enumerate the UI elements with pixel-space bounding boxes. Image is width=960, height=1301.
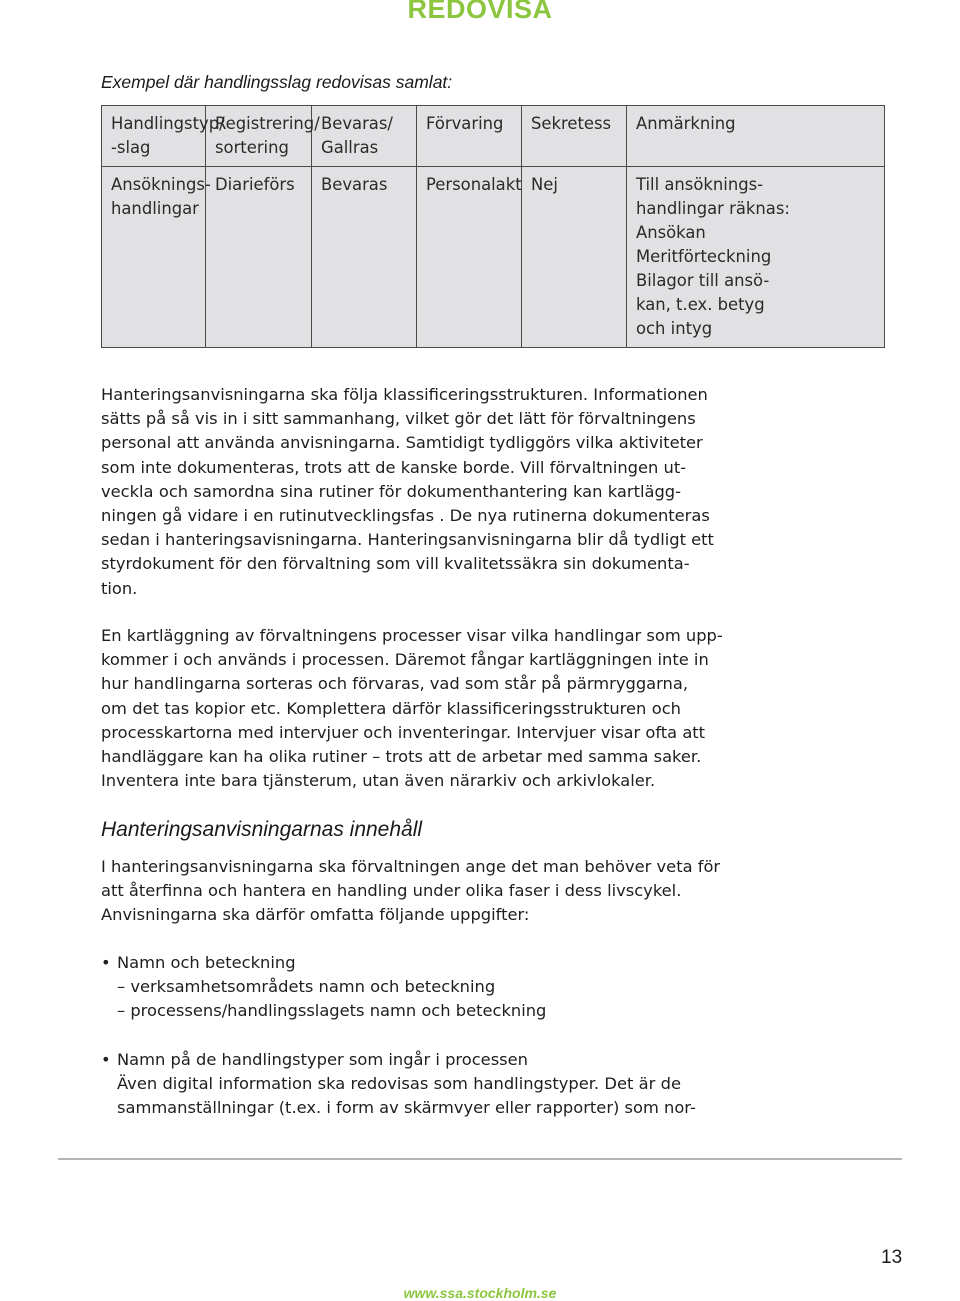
sub-item: – verksamhetsområdets namn och beteckning bbox=[117, 977, 496, 997]
table-header-cell bbox=[522, 106, 627, 167]
continuation-line: sammanställningar (t.ex. i form av skärmvyer eller rapporter) som nor- bbox=[117, 1098, 696, 1118]
cell-line: och intyg bbox=[636, 319, 713, 338]
text-line: kommer i och används i processen. Däremot fångar kartläggningen inte in bbox=[101, 650, 709, 670]
page-number: 13 bbox=[881, 1247, 903, 1268]
bullet-row bbox=[101, 1048, 691, 1072]
bullet-row bbox=[101, 951, 691, 975]
text-line: Inventera inte bara tjänsterum, utan även närarkiv och arkivlokaler. bbox=[101, 771, 656, 791]
cell-line: Sekretess bbox=[531, 114, 612, 133]
table-cell bbox=[102, 167, 211, 348]
table-row bbox=[102, 167, 885, 348]
cell-line: Nej bbox=[531, 175, 558, 194]
cell-line: handlingar räknas: bbox=[636, 199, 790, 218]
paragraph-mapping bbox=[101, 624, 723, 793]
bullet-icon: • bbox=[101, 1050, 111, 1069]
text-line: processkartorna med intervjuer och inventeringar. Intervjuer visar ofta att bbox=[101, 722, 706, 742]
table-header-cell bbox=[627, 106, 885, 167]
cell-line: -slag bbox=[111, 138, 151, 157]
cell-line: Förvaring bbox=[426, 114, 504, 133]
table-cell bbox=[206, 167, 312, 348]
cell-line: Ansökan bbox=[636, 223, 706, 242]
table-cell bbox=[522, 167, 627, 348]
text-line: sedan i hanteringsavisningarna. Hanteringsanvisningarna blir då tydligt ett bbox=[101, 530, 714, 550]
table-header-cell bbox=[102, 106, 225, 167]
text-line: En kartläggning av förvaltningens processer visar vilka handlingar som upp- bbox=[101, 626, 723, 645]
continuation-line: Även digital information ska redovisas som handlingstyper. Det är de bbox=[117, 1074, 681, 1094]
cell-line: Till ansöknings- bbox=[636, 175, 764, 194]
sub-item: – processens/handlingsslagets namn och beteckning bbox=[117, 1001, 547, 1021]
example-caption: Exempel där handlingsslag redovisas samlat: bbox=[101, 72, 453, 92]
table-header-cell bbox=[312, 106, 417, 167]
bullet-label: Namn på de handlingstyper som ingår i processen bbox=[117, 1050, 528, 1069]
text-line: personal att använda anvisningarna. Samtidigt tydliggörs vilka aktiviteter bbox=[101, 433, 703, 453]
text-line: ningen gå vidare i en rutinutvecklingsfas . De nya rutinerna dokumenteras bbox=[101, 506, 710, 526]
section-heading: Hanteringsanvisningarnas innehåll bbox=[101, 818, 423, 841]
cell-line: kan, t.ex. betyg bbox=[636, 295, 765, 314]
cell-line: Bevaras/ bbox=[321, 114, 393, 133]
text-line: handläggare kan ha olika rutiner – trots att de arbetar med samma saker. bbox=[101, 747, 702, 767]
table-cell-remark bbox=[627, 167, 885, 348]
bullet-icon: • bbox=[101, 953, 111, 972]
text-line: som inte dokumenteras, trots att de kanske borde. Vill förvaltningen ut- bbox=[101, 457, 687, 477]
page-header-title: REDOVISA bbox=[407, 0, 553, 24]
cell-line: Ansöknings- bbox=[111, 175, 211, 194]
cell-line: sortering bbox=[215, 138, 289, 157]
footer-divider bbox=[58, 1158, 902, 1160]
paragraph-contents bbox=[101, 855, 721, 928]
text-line: I hanteringsanvisningarna ska förvaltningen ange det man behöver veta för bbox=[101, 857, 721, 876]
cell-line: Bilagor till ansö- bbox=[636, 271, 770, 290]
text-line: Hanteringsanvisningarna ska följa klassificeringsstrukturen. Informationen bbox=[101, 385, 708, 404]
table-cell bbox=[312, 167, 417, 348]
cell-line: Personalakt bbox=[426, 175, 522, 194]
cell-line: Registrering/ bbox=[215, 114, 320, 133]
bullet-list-item-1 bbox=[101, 951, 691, 1024]
bullet-list-item-2 bbox=[101, 1048, 696, 1121]
cell-line: Diarieförs bbox=[215, 175, 295, 194]
text-line: sätts på så vis in i sitt sammanhang, vilket gör det lätt för förvaltningens bbox=[101, 409, 696, 429]
text-line: Anvisningarna ska därför omfatta följande uppgifter: bbox=[101, 905, 530, 925]
table-cell bbox=[417, 167, 522, 348]
cell-line: Handlingstyp/ bbox=[111, 114, 225, 133]
text-line: tion. bbox=[101, 578, 138, 598]
paragraph-structure bbox=[101, 383, 714, 601]
table-header-cell bbox=[206, 106, 320, 167]
text-line: att återfinna och hantera en handling under olika faser i dess livscykel. bbox=[101, 881, 682, 901]
table-header-row bbox=[102, 106, 885, 167]
records-table bbox=[101, 105, 885, 348]
table-header-cell bbox=[417, 106, 522, 167]
cell-line: Bevaras bbox=[321, 175, 388, 194]
cell-line: Meritförteckning bbox=[636, 247, 772, 266]
text-line: om det tas kopior etc. Komplettera därför klassificeringsstrukturen och bbox=[101, 698, 681, 718]
text-line: hur handlingarna sorteras och förvaras, vad som står på pärmryggarna, bbox=[101, 674, 689, 694]
bullet-label: Namn och beteckning bbox=[117, 953, 296, 972]
cell-line: Gallras bbox=[321, 138, 379, 157]
cell-line: Anmärkning bbox=[636, 114, 736, 133]
cell-line: handlingar bbox=[111, 199, 199, 218]
text-line: veckla och samordna sina rutiner för dokumenthantering kan kartlägg- bbox=[101, 481, 681, 501]
text-line: styrdokument för den förvaltning som vill kvalitetssäkra sin dokumenta- bbox=[101, 554, 690, 574]
footer-url: www.ssa.stockholm.se bbox=[403, 1285, 557, 1301]
